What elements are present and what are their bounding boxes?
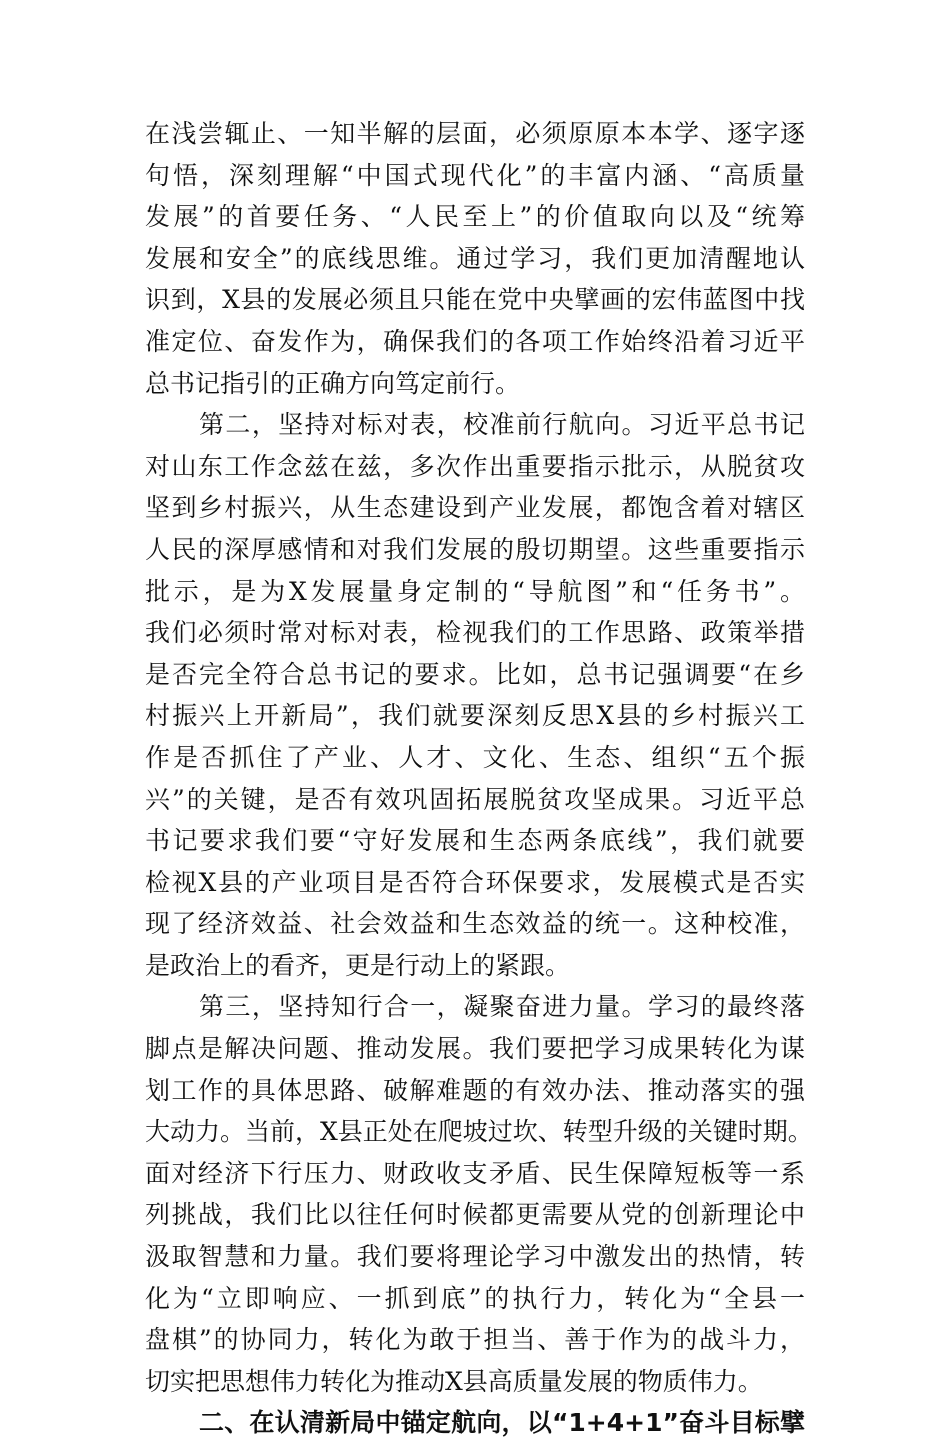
text-line: 盘棋”的协同力，转化为敢于担当、善于作为的战斗力，	[145, 1325, 805, 1355]
paragraph-start-line: 第三，坚持知行合一，凝聚奋进力量。学习的最终落	[199, 992, 805, 1022]
text-line: 坚到乡村振兴，从生态建设到产业发展，都饱含着对辖区	[145, 493, 805, 523]
text-line: 发展和安全”的底线思维。通过学习，我们更加清醒地认	[145, 243, 805, 273]
text-line: 划工作的具体思路、破解难题的有效办法、推动落实的强	[145, 1075, 805, 1105]
text-line: 人民的深厚感情和对我们发展的殷切期望。这些重要指示	[145, 534, 805, 564]
text-line: 发展”的首要任务、“人民至上”的价值取向以及“统筹	[145, 202, 805, 232]
text-line: 是政治上的看齐，更是行动上的紧跟。	[145, 950, 571, 980]
text-line: 句悟，深刻理解“中国式现代化”的丰富内涵、“高质量	[145, 160, 805, 190]
body-text	[145, 113, 813, 1444]
text-line: 检视X县的产业项目是否符合环保要求，发展模式是否实	[145, 867, 805, 897]
paragraph-start-line: 第二，坚持对标对表，校准前行航向。习近平总书记	[199, 410, 805, 440]
text-line: 大动力。当前，X县正处在爬坡过坎、转型升级的关键时期。	[145, 1117, 813, 1147]
text-line: 在浅尝辄止、一知半解的层面，必须原原本本学、逐字逐	[145, 119, 805, 148]
text-line: 总书记指引的正确方向笃定前行。	[145, 368, 521, 398]
text-line: 批示，是为X发展量身定制的“导航图”和“任务书”。	[145, 576, 805, 606]
text-line: 村振兴上开新局”，我们就要深刻反思X县的乡村振兴工	[145, 701, 805, 731]
text-line: 准定位、奋发作为，确保我们的各项工作始终沿着习近平	[145, 326, 805, 356]
section-heading: 二、在认清新局中锚定航向，以“1+4+1”奋斗目标擘	[199, 1408, 805, 1438]
text-line: 书记要求我们要“守好发展和生态两条底线”，我们就要	[145, 826, 805, 856]
text-line: 现了经济效益、社会效益和生态效益的统一。这种校准，	[145, 909, 805, 939]
text-line: 我们必须时常对标对表，检视我们的工作思路、政策举措	[145, 618, 805, 648]
text-line: 汲取智慧和力量。我们要将理论学习中激发出的热情，转	[145, 1242, 805, 1272]
text-line: 识到，X县的发展必须且只能在党中央擘画的宏伟蓝图中找	[145, 285, 805, 315]
text-line: 对山东工作念兹在兹，多次作出重要指示批示，从脱贫攻	[145, 451, 805, 481]
text-line: 面对经济下行压力、财政收支矛盾、民生保障短板等一系	[145, 1158, 805, 1188]
text-line: 化为“立即响应、一抓到底”的执行力，转化为“全县一	[145, 1283, 805, 1313]
text-line: 作是否抓住了产业、人才、文化、生态、组织“五个振	[145, 742, 805, 772]
text-line: 列挑战，我们比以往任何时候都更需要从党的创新理论中	[145, 1200, 805, 1230]
text-line: 切实把思想伟力转化为推动X县高质量发展的物质伟力。	[145, 1366, 763, 1396]
text-line: 脚点是解决问题、推动发展。我们要把学习成果转化为谋	[145, 1034, 805, 1064]
text-line: 兴”的关键，是否有效巩固拓展脱贫攻坚成果。习近平总	[145, 784, 805, 814]
text-line: 是否完全符合总书记的要求。比如，总书记强调要“在乡	[145, 659, 805, 689]
